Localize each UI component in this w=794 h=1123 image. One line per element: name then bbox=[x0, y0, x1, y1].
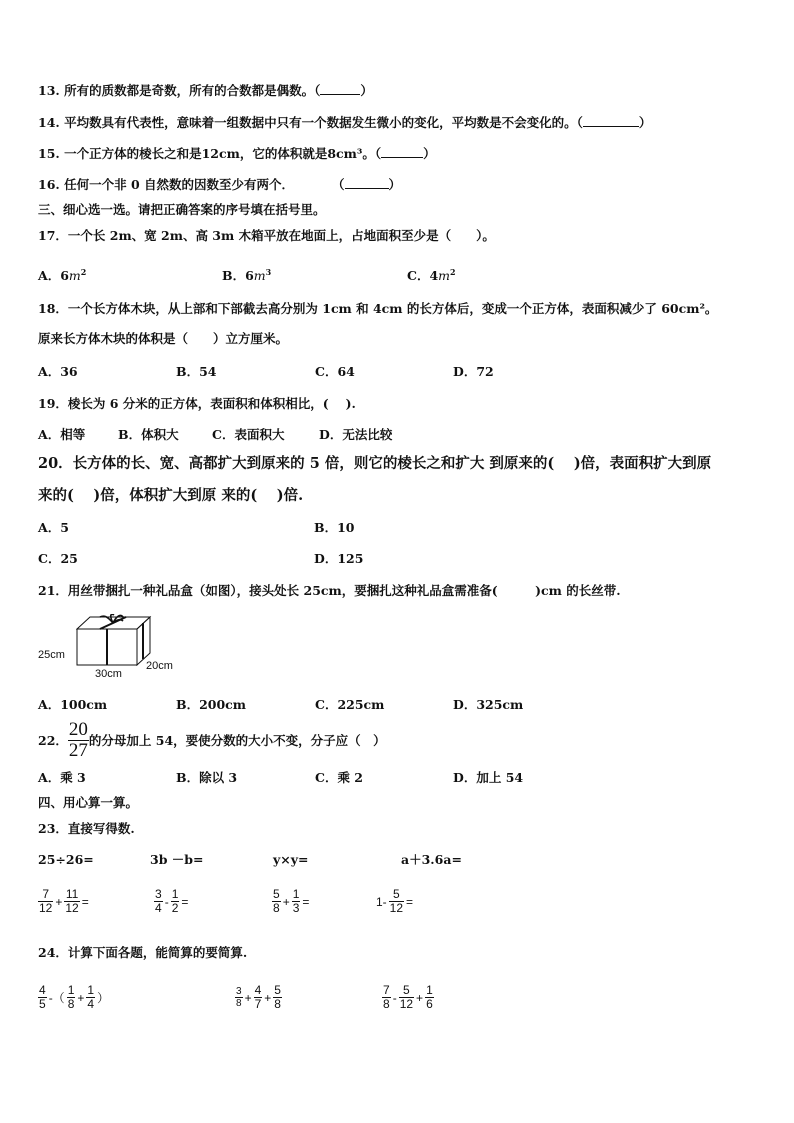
q21-option-d[interactable]: D．325cm bbox=[453, 697, 524, 712]
question-13 bbox=[38, 82, 373, 99]
q23-item-4: a＋3.6a= bbox=[401, 852, 462, 867]
bracket-close: ） bbox=[423, 146, 436, 161]
q22-option-d[interactable]: D．加上 54 bbox=[453, 770, 524, 785]
q21-option-b[interactable]: B．200cm bbox=[176, 697, 246, 712]
q17-option-a[interactable]: A．$6m^2$ bbox=[38, 267, 87, 284]
q22-fraction: $\frac{20}{27}$ bbox=[68, 719, 88, 761]
q18-option-b[interactable]: B．54 bbox=[176, 364, 217, 379]
question-number: 13. bbox=[38, 83, 60, 98]
question-14 bbox=[38, 114, 651, 131]
q23-item-8: 1- $\frac{5}{12}$ = bbox=[376, 887, 414, 915]
question-number: 15. bbox=[38, 146, 60, 161]
bracket-close: ） bbox=[360, 83, 373, 98]
q22-option-a[interactable]: A．乘 3 bbox=[38, 770, 86, 785]
q23-item-6: $\frac{3}{4}$ - $\frac{1}{2}$ = bbox=[155, 887, 189, 915]
q20-option-d[interactable]: D．125 bbox=[314, 551, 364, 566]
q20-option-c[interactable]: C．25 bbox=[38, 551, 78, 566]
question-22 bbox=[38, 720, 386, 761]
section-3-heading: 三、细心选一选。请把正确答案的序号填在括号里。 bbox=[38, 202, 326, 217]
question-text: 一个正方体的棱长之和是12cm，它的体积就是8cm³。（ bbox=[64, 146, 382, 161]
q23-item-5: $\frac{7}{12}$ + $\frac{11}{12}$ = bbox=[39, 887, 89, 915]
gift-box-figure bbox=[76, 614, 152, 666]
q23-item-2: 3b －b= bbox=[150, 852, 204, 867]
question-text: 所有的质数都是奇数，所有的合数都是偶数。（ bbox=[64, 83, 321, 98]
q19-option-c[interactable]: C．表面积大 bbox=[212, 427, 285, 442]
question-17: 17．一个长 2m、宽 2m、高 3m 木箱平放在地面上，占地面积至少是（ ）。 bbox=[38, 228, 495, 243]
bracket-close: ） bbox=[638, 115, 652, 130]
answer-blank[interactable] bbox=[345, 176, 389, 189]
question-text: 任何一个非 0 自然数的因数至少有两个． bbox=[64, 177, 295, 192]
q18-option-d[interactable]: D．72 bbox=[453, 364, 494, 379]
q24-expression-2: $\frac{3}{8}$ + $\frac{4}{7}$ + $\frac{5}{8}$ bbox=[236, 983, 281, 1011]
question-16 bbox=[38, 176, 401, 193]
question-text: 平均数具有代表性，意味着一组数据中只有一个数据发生微小的变化，平均数是不会变化的。（ bbox=[64, 115, 583, 130]
q19-option-b[interactable]: B．体积大 bbox=[118, 427, 179, 442]
bracket-close: ） bbox=[388, 177, 402, 192]
question-18-line-2: 原来长方体木块的体积是（ ）立方厘米。 bbox=[38, 331, 289, 346]
q18-option-a[interactable]: A．36 bbox=[38, 364, 78, 379]
answer-blank[interactable] bbox=[583, 114, 639, 127]
question-18-line-1: 18．一个长方体木块，从上部和下部截去高分别为 1cm 和 4cm 的长方体后，变成一个正方体，表面积减少了 60cm²。 bbox=[38, 301, 718, 316]
q24-expression-1: $\frac{4}{5}$ -（ $\frac{1}{8}$ + $\frac{1}{4}$ ） bbox=[39, 983, 110, 1011]
q20-option-a[interactable]: A．5 bbox=[38, 520, 69, 535]
question-23: 23．直接写得数. bbox=[38, 821, 135, 836]
question-20-line-1: 20．长方体的长、宽、高都扩大到原来的 5 倍，则它的棱长之和扩大 到原来的( )倍，表面积扩大到原 bbox=[38, 455, 712, 472]
q23-item-1: 25÷26= bbox=[38, 852, 94, 867]
q19-option-a[interactable]: A．相等 bbox=[38, 427, 86, 442]
question-20-line-2: 来的( )倍，体积扩大到原 来的( )倍. bbox=[38, 487, 304, 504]
question-24: 24．计算下面各题，能简算的要简算. bbox=[38, 945, 248, 960]
dim-height-label: 25cm bbox=[38, 649, 65, 661]
q17-option-b[interactable]: B．$6m^3$ bbox=[222, 267, 272, 284]
q24-expression-3: $\frac{7}{8}$ - $\frac{5}{12}$ + $\frac{1}{6}$ bbox=[383, 983, 433, 1011]
section-4-heading: 四、用心算一算。 bbox=[38, 795, 139, 810]
question-number: 14. bbox=[38, 115, 60, 130]
dim-length-label: 30cm bbox=[95, 668, 122, 680]
question-19: 19．棱长为 6 分米的正方体，表面积和体积相比，( ). bbox=[38, 396, 356, 411]
answer-blank[interactable] bbox=[381, 145, 423, 158]
q22-option-b[interactable]: B．除以 3 bbox=[176, 770, 238, 785]
q21-option-a[interactable]: A．100cm bbox=[38, 697, 108, 712]
q22-option-c[interactable]: C．乘 2 bbox=[315, 770, 363, 785]
q23-item-7: $\frac{5}{8}$ + $\frac{1}{3}$ = bbox=[273, 887, 310, 915]
q18-option-c[interactable]: C．64 bbox=[315, 364, 355, 379]
q21-option-c[interactable]: C．225cm bbox=[315, 697, 385, 712]
q17-option-c[interactable]: C．$4m^2$ bbox=[407, 267, 456, 284]
question-text: 的分母加上 54，要使分数的大小不变，分子应（ ） bbox=[88, 732, 386, 748]
q20-option-b[interactable]: B．10 bbox=[314, 520, 355, 535]
question-21: 21．用丝带捆扎一种礼品盒（如图），接头处长 25cm，要捆扎这种礼品盒需准备( )cm 的长丝带. bbox=[38, 583, 621, 598]
bracket-open: （ bbox=[332, 177, 345, 192]
question-number: 22． bbox=[38, 732, 68, 748]
q19-option-d[interactable]: D．无法比较 bbox=[319, 427, 393, 442]
answer-blank[interactable] bbox=[320, 82, 360, 95]
dim-width-label: 20cm bbox=[146, 660, 173, 672]
q23-item-3: y×y= bbox=[273, 852, 309, 867]
question-15 bbox=[38, 145, 436, 162]
question-number: 16. bbox=[38, 177, 60, 192]
